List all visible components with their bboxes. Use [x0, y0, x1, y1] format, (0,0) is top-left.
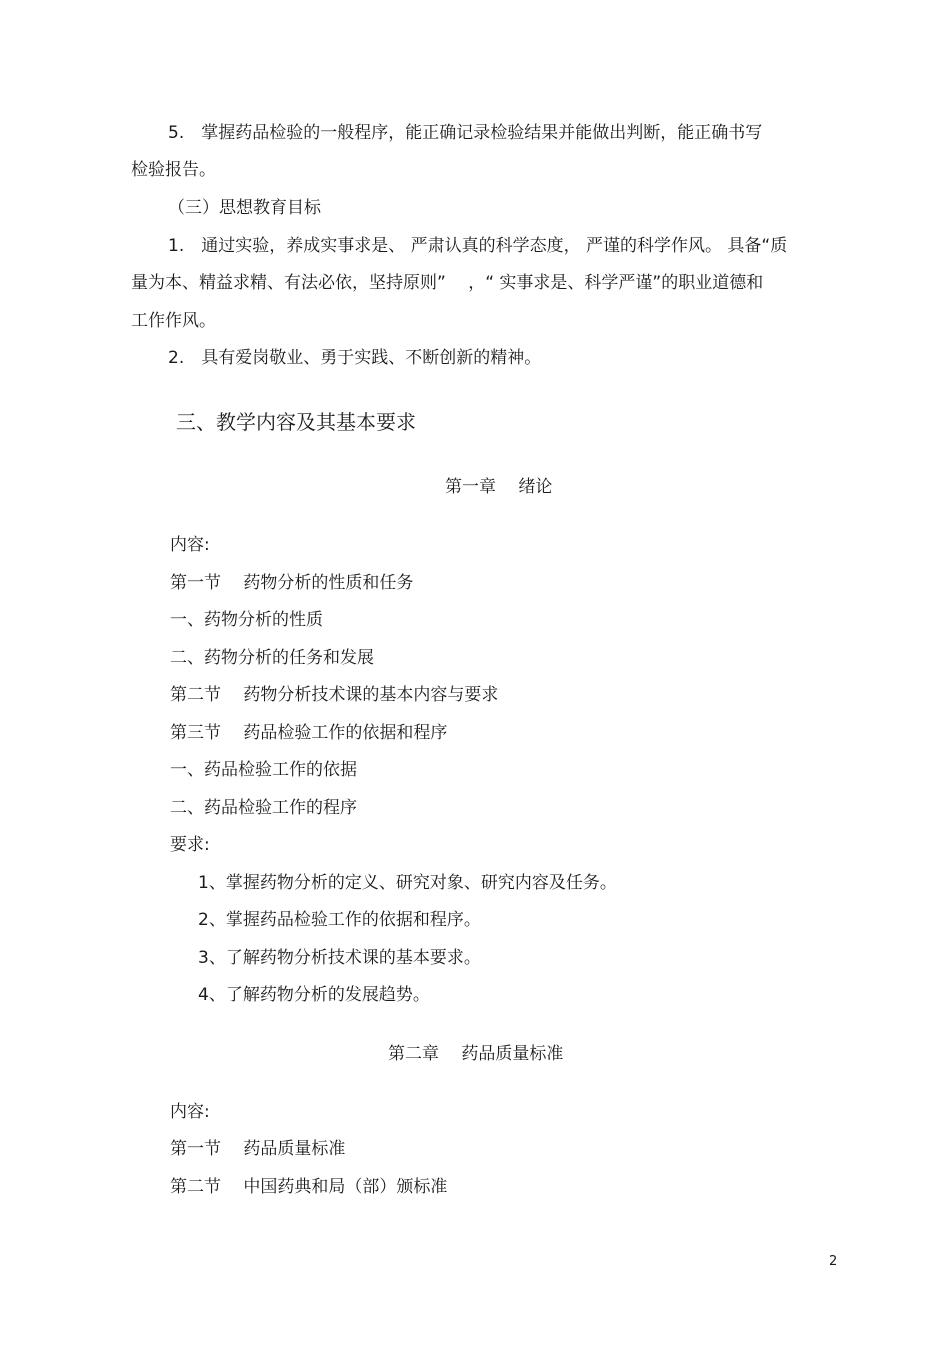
chapter-1-item: 第三节 药品检验工作的依据和程序 — [170, 723, 448, 743]
chapter-1-req: 2、掌握药品检验工作的依据和程序。 — [198, 910, 481, 930]
chapter-1-item: 二、药品检验工作的程序 — [170, 798, 357, 818]
chapter-1-req: 1、掌握药物分析的定义、研究对象、研究内容及任务。 — [198, 873, 617, 893]
chapter-1-req: 3、了解药物分析技术课的基本要求。 — [198, 948, 481, 968]
chapter-2-item: 第二节 中国药典和局（部）颁标准 — [170, 1177, 448, 1197]
section-title: 三、教学内容及其基本要求 — [176, 410, 416, 434]
chapter-1-item: 第二节 药物分析技术课的基本内容与要求 — [170, 685, 499, 705]
chapter-1-content-label: 内容: — [170, 535, 210, 555]
chapter-1-req: 4、了解药物分析的发展趋势。 — [198, 985, 430, 1005]
goal-item-5-line2: 检验报告。 — [131, 160, 216, 180]
goal-item-5-line1: 5. 掌握药品检验的一般程序，能正确记录检验结果并能做出判断，能正确书写 — [168, 123, 763, 143]
chapter-2-title: 第二章 药品质量标准 — [388, 1044, 564, 1064]
chapter-1-item: 一、药物分析的性质 — [170, 610, 323, 630]
chapter-2-item: 第一节 药品质量标准 — [170, 1139, 346, 1159]
chapter-1-req-label: 要求: — [170, 835, 210, 855]
page-number: 2 — [829, 1254, 838, 1269]
chapter-1-item: 二、药物分析的任务和发展 — [170, 648, 374, 668]
goal-item-1-line1: 1. 通过实验，养成实事求是、 严肃认真的科学态度， 严谨的科学作风。 具备“质 — [168, 236, 788, 256]
chapter-1-title: 第一章 绪论 — [445, 477, 553, 497]
subheading-moral-goals: （三）思想教育目标 — [168, 198, 321, 218]
chapter-1-item: 一、药品检验工作的依据 — [170, 760, 357, 780]
chapter-2-content-label: 内容: — [170, 1102, 210, 1122]
goal-item-1-line2: 量为本、精益求精、有法必依，坚持原则” ，“ 实事求是、科学严谨”的职业道德和 — [131, 273, 764, 293]
goal-item-2: 2. 具有爱岗敬业、勇于实践、不断创新的精神。 — [168, 348, 542, 368]
goal-item-1-line3: 工作作风。 — [131, 311, 216, 331]
chapter-1-item: 第一节 药物分析的性质和任务 — [170, 573, 414, 593]
